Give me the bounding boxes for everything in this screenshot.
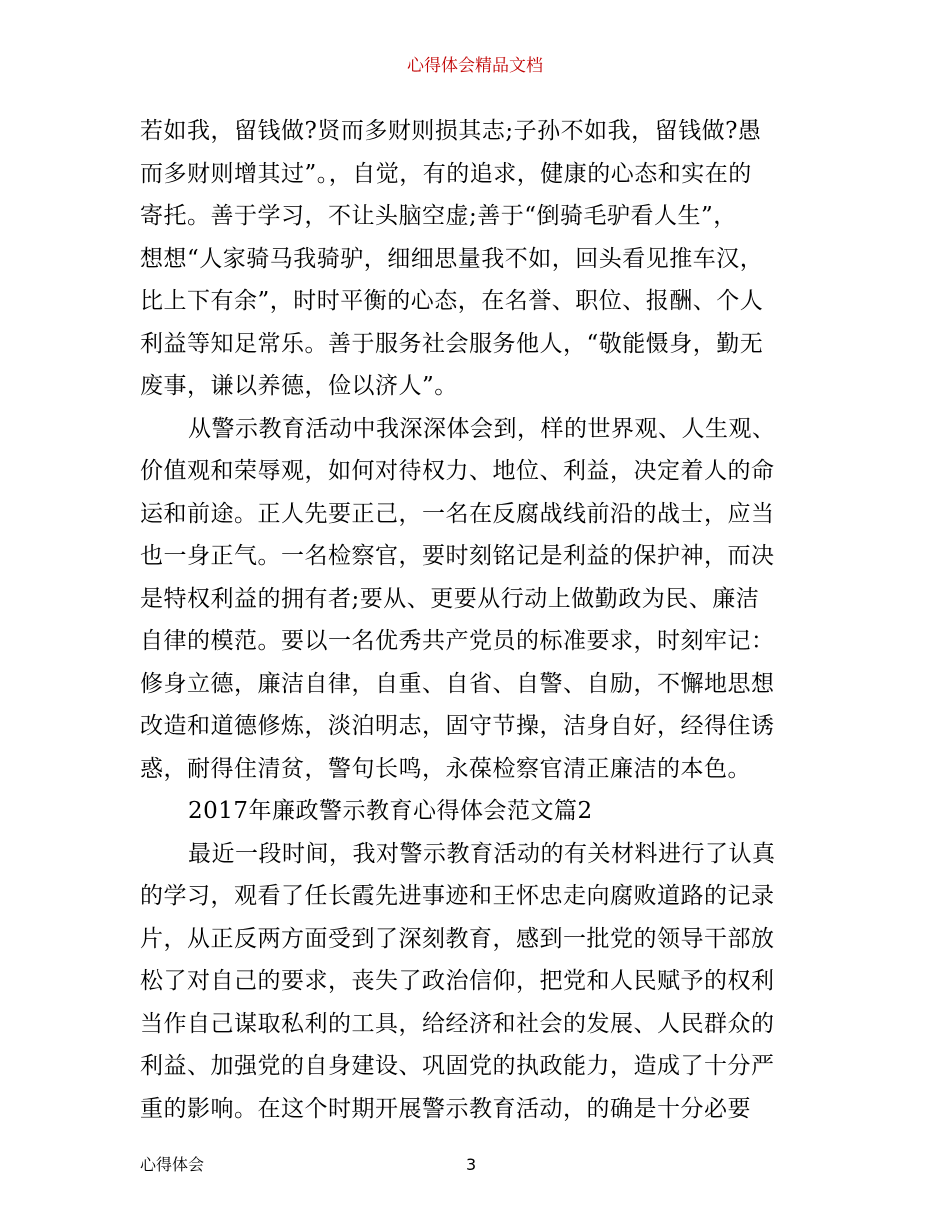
text-line: 比上下有余”，时时平衡的心态，在名誉、职位、报酬、个人 [140, 288, 764, 314]
section-heading: 2017年廉政警示教育心得体会范文篇2 [188, 798, 593, 824]
text-line: 当作自己谋取私利的工具，给经济和社会的发展、人民群众的 [140, 1010, 775, 1037]
text-line: 价值观和荣辱观，如何对待权力、地位、利益，决定着人的命 [140, 458, 775, 484]
text-line: 想想“人家骑马我骑驴，细细思量我不如，回头看见推车汉， [140, 245, 764, 272]
page-number: 3 [466, 1155, 477, 1174]
text-line: 利益等知足常乐。善于服务社会服务他人，“敬能慑身，勤无 [140, 330, 764, 357]
text-line: 片，从正反两方面受到了深刻教育，感到一批党的领导干部放 [140, 925, 775, 952]
text-line: 自律的模范。要以一名优秀共产党员的标准要求，时刻牢记： [140, 628, 775, 654]
text-line: 改造和道德修炼，淡泊明志，固守节操，洁身自好，经得住诱 [140, 713, 775, 739]
text-line: 利益、加强党的自身建设、巩固党的执政能力，造成了十分严 [140, 1053, 775, 1079]
text-line: 的学习，观看了任长霞先进事迹和王怀忠走向腐败道路的记录 [140, 883, 775, 909]
text-line: 是特权利益的拥有者;要从、更要从行动上做勤政为民、廉洁 [140, 585, 760, 612]
text-line: 若如我，留钱做?贤而多财则损其志;子孙不如我，留钱做?愚 [140, 118, 762, 144]
paragraph-start-line: 最近一段时间，我对警示教育活动的有关材料进行了认真 [188, 840, 776, 867]
text-line: 重的影响。在这个时期开展警示教育活动，的确是十分必要 [140, 1095, 751, 1122]
text-line: 也一身正气。一名检察官，要时刻铭记是利益的保护神，而决 [140, 543, 775, 569]
text-line: 惑，耐得住清贫，警句长鸣，永葆检察官清正廉洁的本色。 [140, 755, 751, 782]
text-line: 松了对自己的要求，丧失了政治信仰，把党和人民赋予的权利 [140, 968, 775, 994]
text-line: 寄托。善于学习，不让头脑空虚;善于“倒骑毛驴看人生”， [140, 203, 737, 229]
page-header-title: 心得体会精品文档 [407, 56, 543, 76]
footer-label: 心得体会 [140, 1155, 205, 1174]
document-body [140, 110, 818, 1130]
text-line: 运和前途。正人先要正己，一名在反腐战线前沿的战士，应当 [140, 500, 775, 527]
text-line: 废事，谦以养德，俭以济人”。 [140, 373, 458, 399]
text-line: 而多财则增其过”。，自觉，有的追求，健康的心态和实在的 [140, 160, 752, 187]
text-line: 修身立德，廉洁自律，自重、自省、自警、自励，不懈地思想 [140, 670, 775, 697]
paragraph-start-line: 从警示教育活动中我深深体会到，样的世界观、人生观、 [188, 415, 776, 442]
